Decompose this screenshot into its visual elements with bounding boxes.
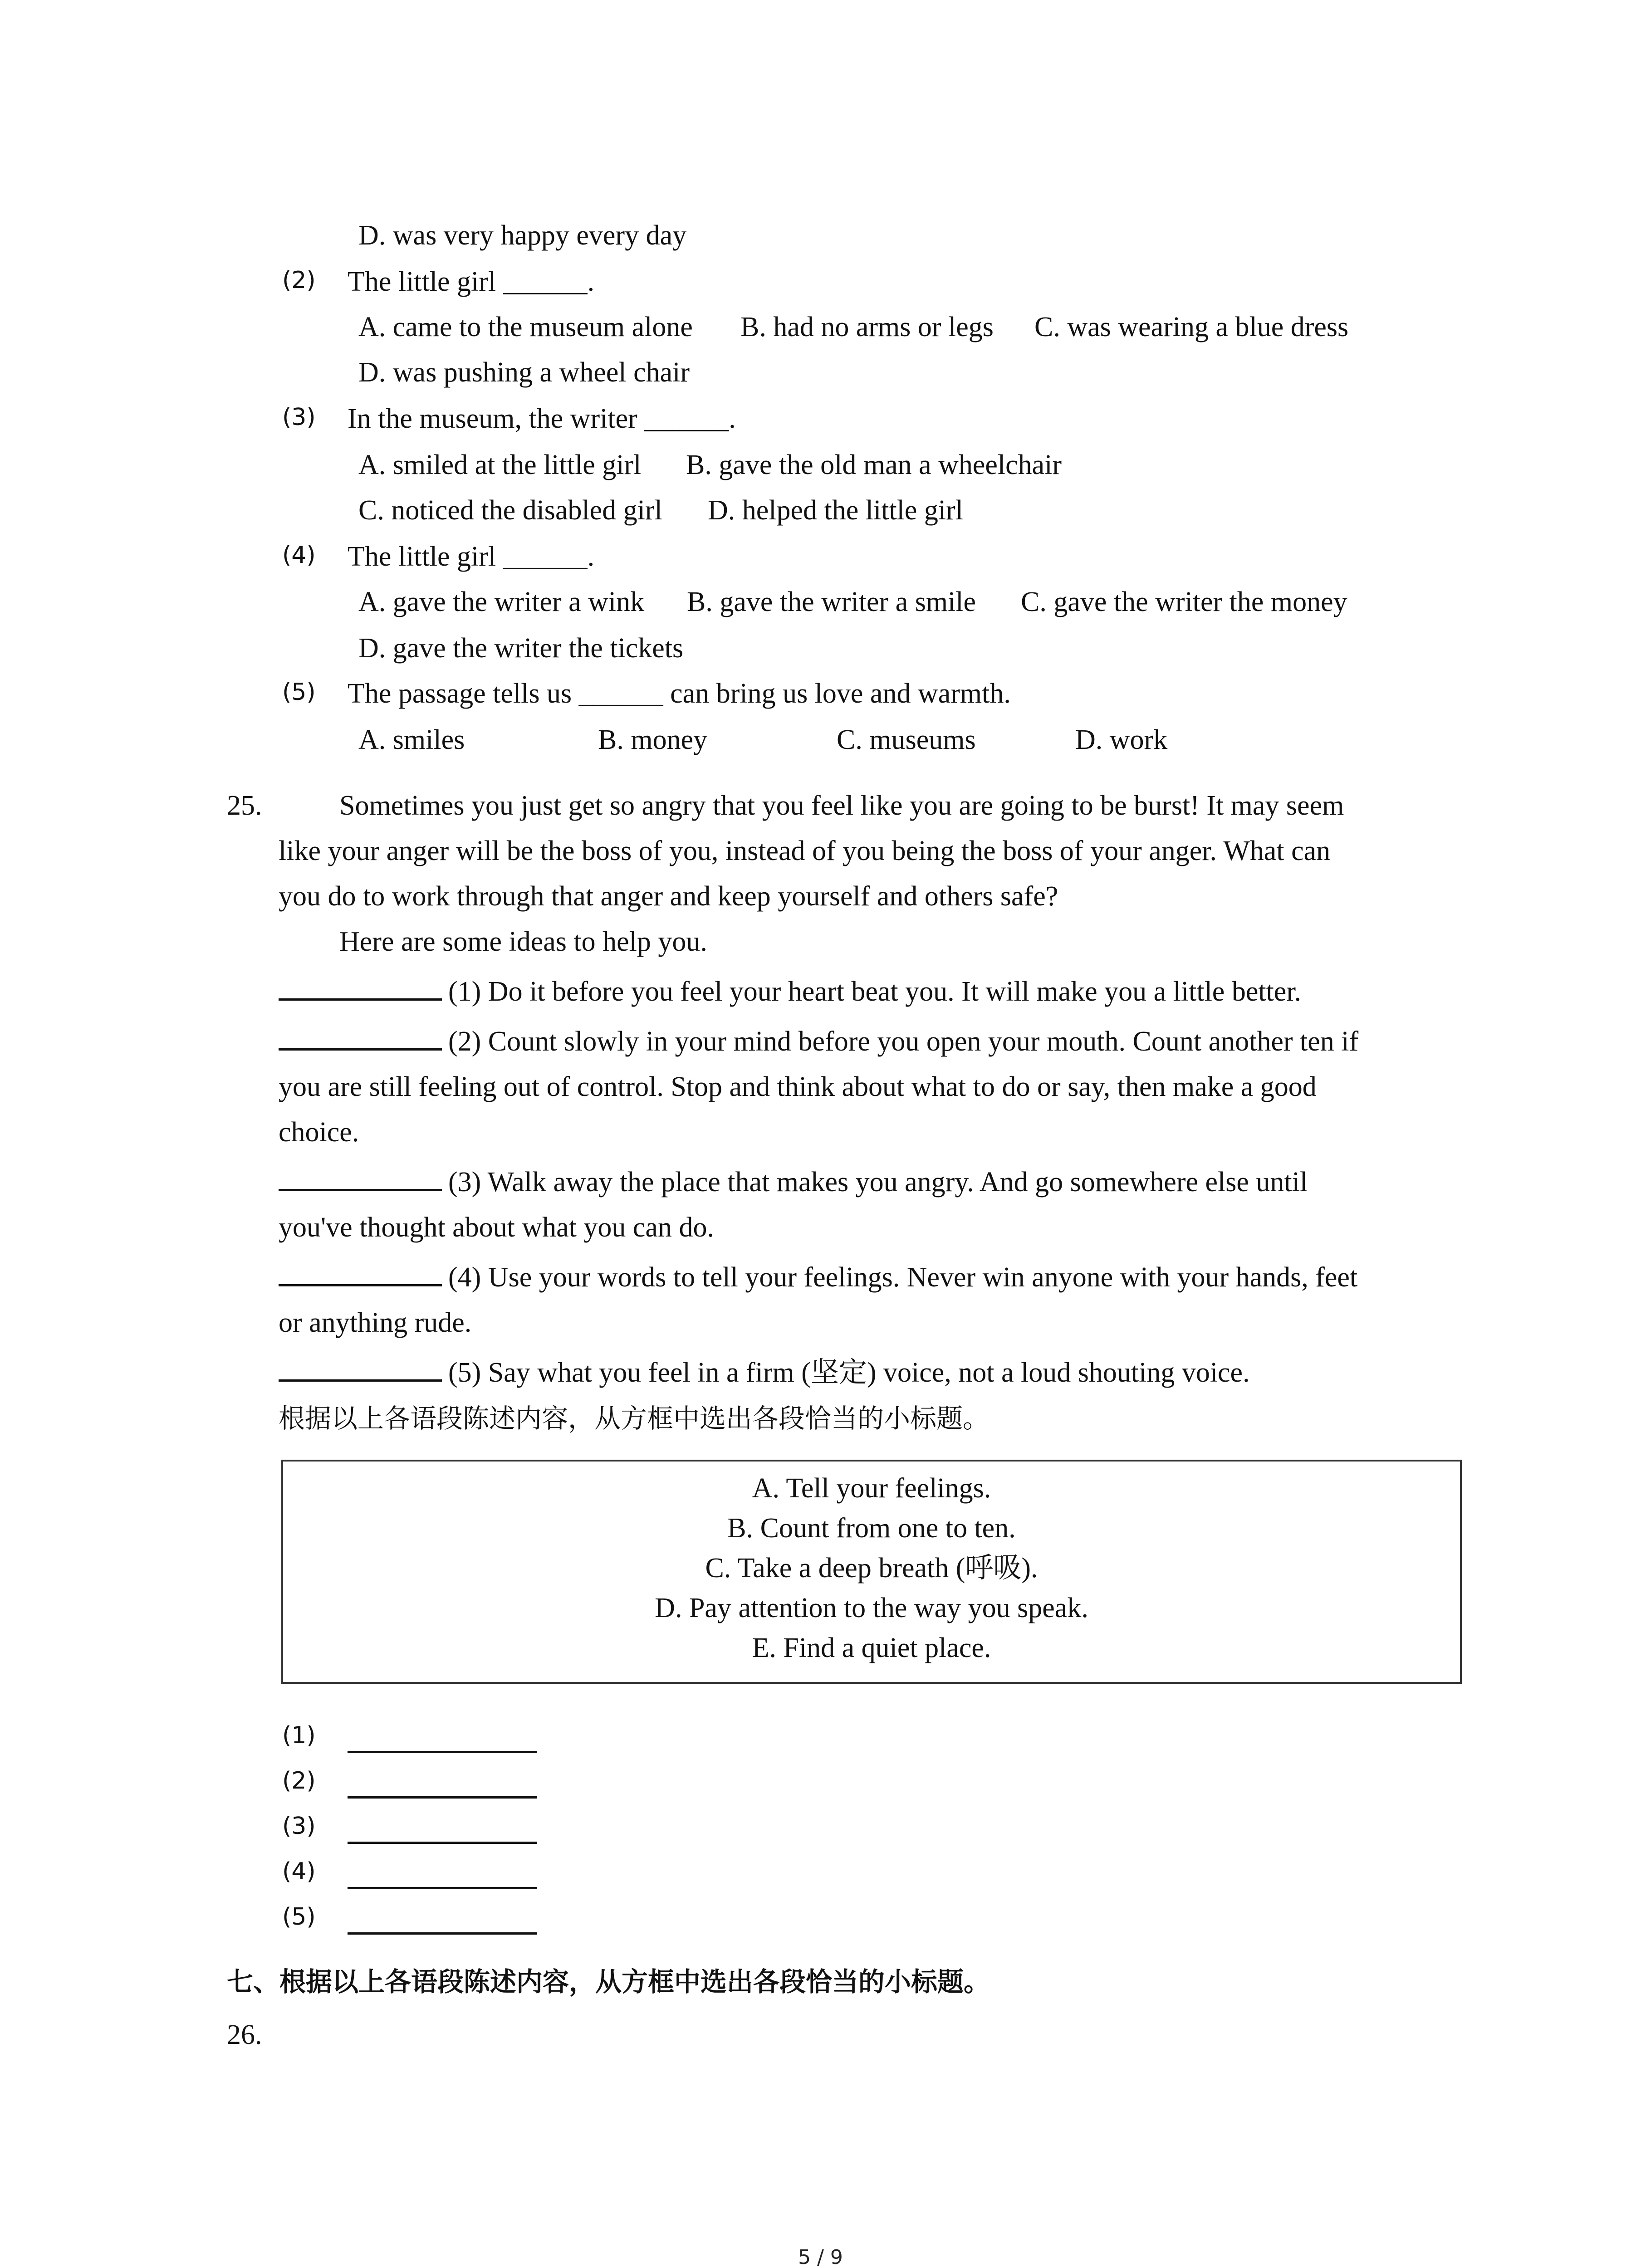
q24-3-option-b: B. gave the old man a wheelchair — [686, 450, 1062, 480]
q25-intro-line-3: you do to work through that anger and keep yourself and others safe? — [279, 881, 1058, 912]
q25-paragraph-5 — [279, 1359, 1250, 1387]
q25-paragraph-3-text: (3) Walk away the place that makes you angry. And go somewhere else until — [448, 1167, 1308, 1198]
answer-2-line[interactable] — [348, 1796, 537, 1799]
q25-paragraph-2-line-3: choice. — [279, 1117, 359, 1148]
q25-intro-line-2: like your anger will be the boss of you, instead of you being the boss of your anger. What can — [279, 836, 1331, 866]
answer-5-line[interactable] — [348, 1932, 537, 1935]
q25-intro-line-1: Sometimes you just get so angry that you feel like you are going to be burst! It may seem — [339, 790, 1344, 821]
q24-5-option-c: C. museums — [837, 724, 976, 755]
q25-paragraph-2-line-2: you are still feeling out of control. Stop and think about what to do or say, then make a good — [279, 1071, 1317, 1102]
answer-1-label: (1) — [282, 1722, 316, 1749]
q26-number: 26. — [227, 2019, 262, 2050]
q25-blank-2[interactable] — [279, 1046, 442, 1051]
q24-5-number: (5) — [282, 679, 316, 706]
answer-1-line[interactable] — [348, 1751, 537, 1753]
answer-4-line[interactable] — [348, 1887, 537, 1889]
box-option-b: B. Count from one to ten. — [727, 1513, 1016, 1544]
q24-4-option-c: C. gave the writer the money — [1021, 587, 1347, 617]
q24-2-option-c: C. was wearing a blue dress — [1034, 312, 1349, 342]
section-7-heading: 七、根据以上各语段陈述内容，从方框中选出各段恰当的小标题。 — [227, 1966, 990, 1997]
answer-5-label: (5) — [282, 1903, 316, 1931]
box-option-a: A. Tell your feelings. — [752, 1473, 991, 1504]
q24-3-stem: In the museum, the writer ______. — [348, 403, 736, 434]
q24-3-option-d: D. helped the little girl — [708, 495, 964, 526]
q24-2-option-b: B. had no arms or legs — [740, 312, 994, 342]
answer-2-label: (2) — [282, 1767, 316, 1794]
q25-options-box — [281, 1460, 1462, 1684]
q24-4-option-d: D. gave the writer the tickets — [358, 633, 684, 664]
q24-3-number: (3) — [282, 404, 316, 431]
answer-3-line[interactable] — [348, 1842, 537, 1844]
q25-blank-4[interactable] — [279, 1281, 442, 1286]
q24-1-option-d: D. was very happy every day — [358, 220, 687, 251]
page-number: 5 / 9 — [798, 2246, 843, 2268]
box-option-e: E. Find a quiet place. — [752, 1633, 991, 1663]
q25-paragraph-2 — [279, 1027, 1358, 1056]
q24-2-number: (2) — [282, 267, 316, 294]
answer-4-label: (4) — [282, 1858, 316, 1885]
q25-blank-3[interactable] — [279, 1186, 442, 1191]
q25-paragraph-5-text: (5) Say what you feel in a firm (坚定) voice, not a loud shouting voice. — [448, 1357, 1250, 1388]
q24-5-option-b: B. money — [598, 724, 708, 755]
q24-5-option-a: A. smiles — [358, 724, 465, 755]
q24-5-option-d: D. work — [1075, 724, 1168, 755]
q25-intro-line-4: Here are some ideas to help you. — [339, 926, 707, 957]
q24-2-stem: The little girl ______. — [348, 266, 595, 297]
q25-instruction: 根据以上各语段陈述内容，从方框中选出各段恰当的小标题。 — [279, 1403, 989, 1434]
q25-number: 25. — [227, 790, 262, 821]
q24-5-stem: The passage tells us ______ can bring us love and warmth. — [348, 678, 1011, 709]
q25-paragraph-4-line-2: or anything rude. — [279, 1307, 472, 1338]
q24-3-option-c: C. noticed the disabled girl — [358, 495, 662, 526]
q24-3-option-a: A. smiled at the little girl — [358, 450, 642, 480]
q25-blank-1[interactable] — [279, 996, 442, 1001]
q25-paragraph-3-line-2: you've thought about what you can do. — [279, 1212, 714, 1243]
q25-paragraph-2-text: (2) Count slowly in your mind before you open your mouth. Count another ten if — [448, 1026, 1359, 1057]
q24-4-stem: The little girl ______. — [348, 541, 595, 572]
q24-4-option-a: A. gave the writer a wink — [358, 587, 645, 617]
answer-3-label: (3) — [282, 1813, 316, 1840]
box-option-c: C. Take a deep breath (呼吸). — [705, 1553, 1038, 1584]
box-option-d: D. Pay attention to the way you speak. — [655, 1593, 1088, 1623]
q25-paragraph-4-text: (4) Use your words to tell your feelings. Never win anyone with your hands, feet — [448, 1262, 1358, 1293]
q25-paragraph-3 — [279, 1168, 1308, 1196]
q24-4-number: (4) — [282, 542, 316, 569]
q25-paragraph-4 — [279, 1263, 1357, 1291]
q25-blank-5[interactable] — [279, 1377, 442, 1382]
q24-2-option-d: D. was pushing a wheel chair — [358, 357, 690, 388]
q25-paragraph-1-text: (1) Do it before you feel your heart beat you. It will make you a little better. — [448, 976, 1302, 1007]
q24-4-option-b: B. gave the writer a smile — [687, 587, 976, 617]
q24-2-option-a: A. came to the museum alone — [358, 312, 693, 342]
q25-paragraph-1 — [279, 978, 1301, 1006]
